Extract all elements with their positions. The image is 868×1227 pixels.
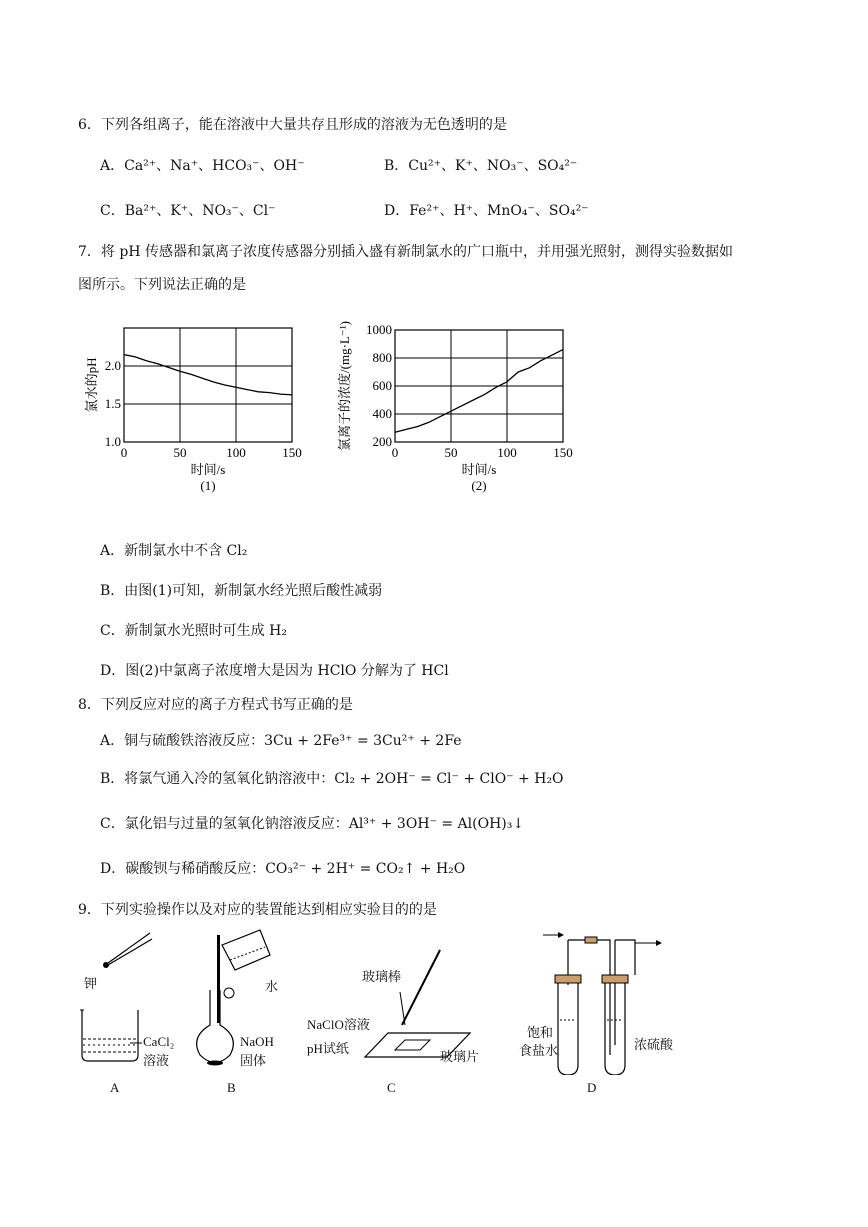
chart-2-ytick: 800 — [372, 350, 392, 365]
chart-2-xtick: 0 — [391, 445, 399, 460]
label-glass-rod: 玻璃棒 — [362, 969, 402, 984]
label-potassium: 钾 — [84, 976, 98, 991]
chart-2-xtick: 100 — [497, 445, 517, 460]
q7-option-b[interactable]: B．由图(1)可知，新制氯水经光照后酸性减弱 — [100, 583, 383, 599]
q8-option-a[interactable]: A．铜与硫酸铁溶液反应：3Cu + 2Fe³⁺ = 3Cu²⁺ + 2Fe — [100, 733, 462, 749]
q6-option-c[interactable]: C．Ba²⁺、K⁺、NO₃⁻、Cl⁻ — [100, 203, 276, 219]
chart-1-xlabel: 时间/s — [190, 462, 226, 477]
label-solid: 固体 — [240, 1053, 267, 1068]
chart-2-ytick: 600 — [372, 378, 392, 393]
label-naoh: NaOH — [240, 1034, 274, 1049]
label-cacl2: CaCl₂ — [143, 1034, 175, 1049]
apparatus-a — [80, 933, 152, 1061]
ph-paper-icon — [395, 1040, 430, 1050]
chart-1-ytick: 1.0 — [104, 434, 121, 449]
chart-2-ytick: 1000 — [366, 322, 392, 337]
q8-option-d[interactable]: D．碳酸钡与稀硝酸反应：CO₃²⁻ + 2H⁺ = CO₂↑ + H₂O — [100, 861, 466, 877]
q8-stem: 8．下列反应对应的离子方程式书写正确的是 — [78, 697, 353, 713]
chart-1-series-line — [124, 355, 292, 395]
q8-option-b[interactable]: B．将氯气通入冷的氢氧化钠溶液中：Cl₂ + 2OH⁻ = Cl⁻ + ClO⁻ + H₂O — [100, 771, 564, 787]
q6-option-a[interactable]: A．Ca²⁺、Na⁺、HCO₃⁻、OH⁻ — [100, 158, 305, 174]
label-ph-paper: pH试纸 — [307, 1041, 349, 1056]
label-solution-a: 溶液 — [143, 1053, 170, 1068]
chart-1-caption: (1) — [200, 478, 216, 493]
label-glass-slide: 玻璃片 — [440, 1049, 480, 1064]
q8-option-c[interactable]: C．氯化铝与过量的氢氧化钠溶液反应：Al³⁺ + 3OH⁻ = Al(OH)₃↓ — [100, 816, 525, 832]
q9-stem: 9．下列实验操作以及对应的装置能达到相应实验目的的是 — [78, 902, 437, 918]
chart-2-plot — [337, 321, 573, 493]
chart-1-ytick: 1.5 — [104, 396, 121, 411]
chart-1-xtick: 100 — [226, 445, 246, 460]
chart-2-xtick: 150 — [553, 445, 573, 460]
q7-option-d[interactable]: D．图(2)中氯离子浓度增大是因为 HClO 分解为了 HCl — [100, 663, 449, 679]
label-saturated: 饱和 — [527, 1025, 554, 1040]
test-tube-1-icon — [558, 975, 578, 1075]
q6-option-d[interactable]: D．Fe²⁺、H⁺、MnO₄⁻、SO₄²⁻ — [384, 203, 589, 219]
label-water: 水 — [265, 979, 279, 994]
glass-rod-icon — [402, 950, 440, 1025]
chart-1-ytick: 2.0 — [104, 358, 121, 373]
chart-1-ylabel: 氯水的pH — [84, 357, 99, 413]
chart-1-ph — [80, 318, 320, 503]
q6-option-b[interactable]: B．Cu²⁺、K⁺、NO₃⁻、SO₄²⁻ — [384, 158, 578, 174]
potassium-icon — [103, 962, 109, 968]
chart-2-xtick: 50 — [444, 445, 458, 460]
q7-option-c[interactable]: C．新制氯水光照时可生成 H₂ — [100, 623, 287, 639]
q7-option-a[interactable]: A．新制氯水中不含 Cl₂ — [100, 543, 248, 559]
caption-d: D — [587, 1080, 597, 1095]
label-brine: 食盐水 — [519, 1043, 559, 1058]
q6-stem: 6．下列各组离子，能在溶液中大量共存且形成的溶液为无色透明的是 — [78, 117, 507, 133]
chart-1-xtick: 50 — [173, 445, 187, 460]
chart-2-ytick: 400 — [372, 406, 392, 421]
label-sulfuric-acid: 浓硫酸 — [634, 1037, 674, 1052]
chart-2-xlabel: 时间/s — [461, 462, 497, 477]
tweezers-icon — [108, 933, 150, 963]
chart-2-caption: (2) — [471, 478, 487, 493]
chart-1-xtick: 0 — [120, 445, 128, 460]
flask-icon — [197, 990, 234, 1063]
apparatus-d — [543, 932, 662, 1075]
label-naclo: NaClO溶液 — [307, 1017, 370, 1032]
chart-1-plot — [84, 328, 302, 493]
chart-2-ylabel: 氯离子的浓度/(mg·L⁻¹) — [337, 321, 352, 451]
caption-b: B — [227, 1080, 236, 1095]
caption-c: C — [387, 1080, 396, 1095]
chart-1-xtick: 150 — [282, 445, 302, 460]
chart-1-frame — [124, 328, 292, 442]
chart-2-ytick: 200 — [372, 434, 392, 449]
q7-stem-line1: 7．将 pH 传感器和氯离子浓度传感器分别插入盛有新制氯水的广口瓶中，并用强光照射，测得实验数据如 — [78, 244, 733, 260]
caption-a: A — [110, 1080, 120, 1095]
beaker-pour-icon — [222, 930, 270, 970]
beaker-icon — [82, 1010, 138, 1061]
chart-2-series-line — [395, 350, 563, 433]
q7-stem-line2: 图所示。下列说法正确的是 — [78, 277, 246, 293]
chart-2-chloride — [335, 318, 585, 503]
